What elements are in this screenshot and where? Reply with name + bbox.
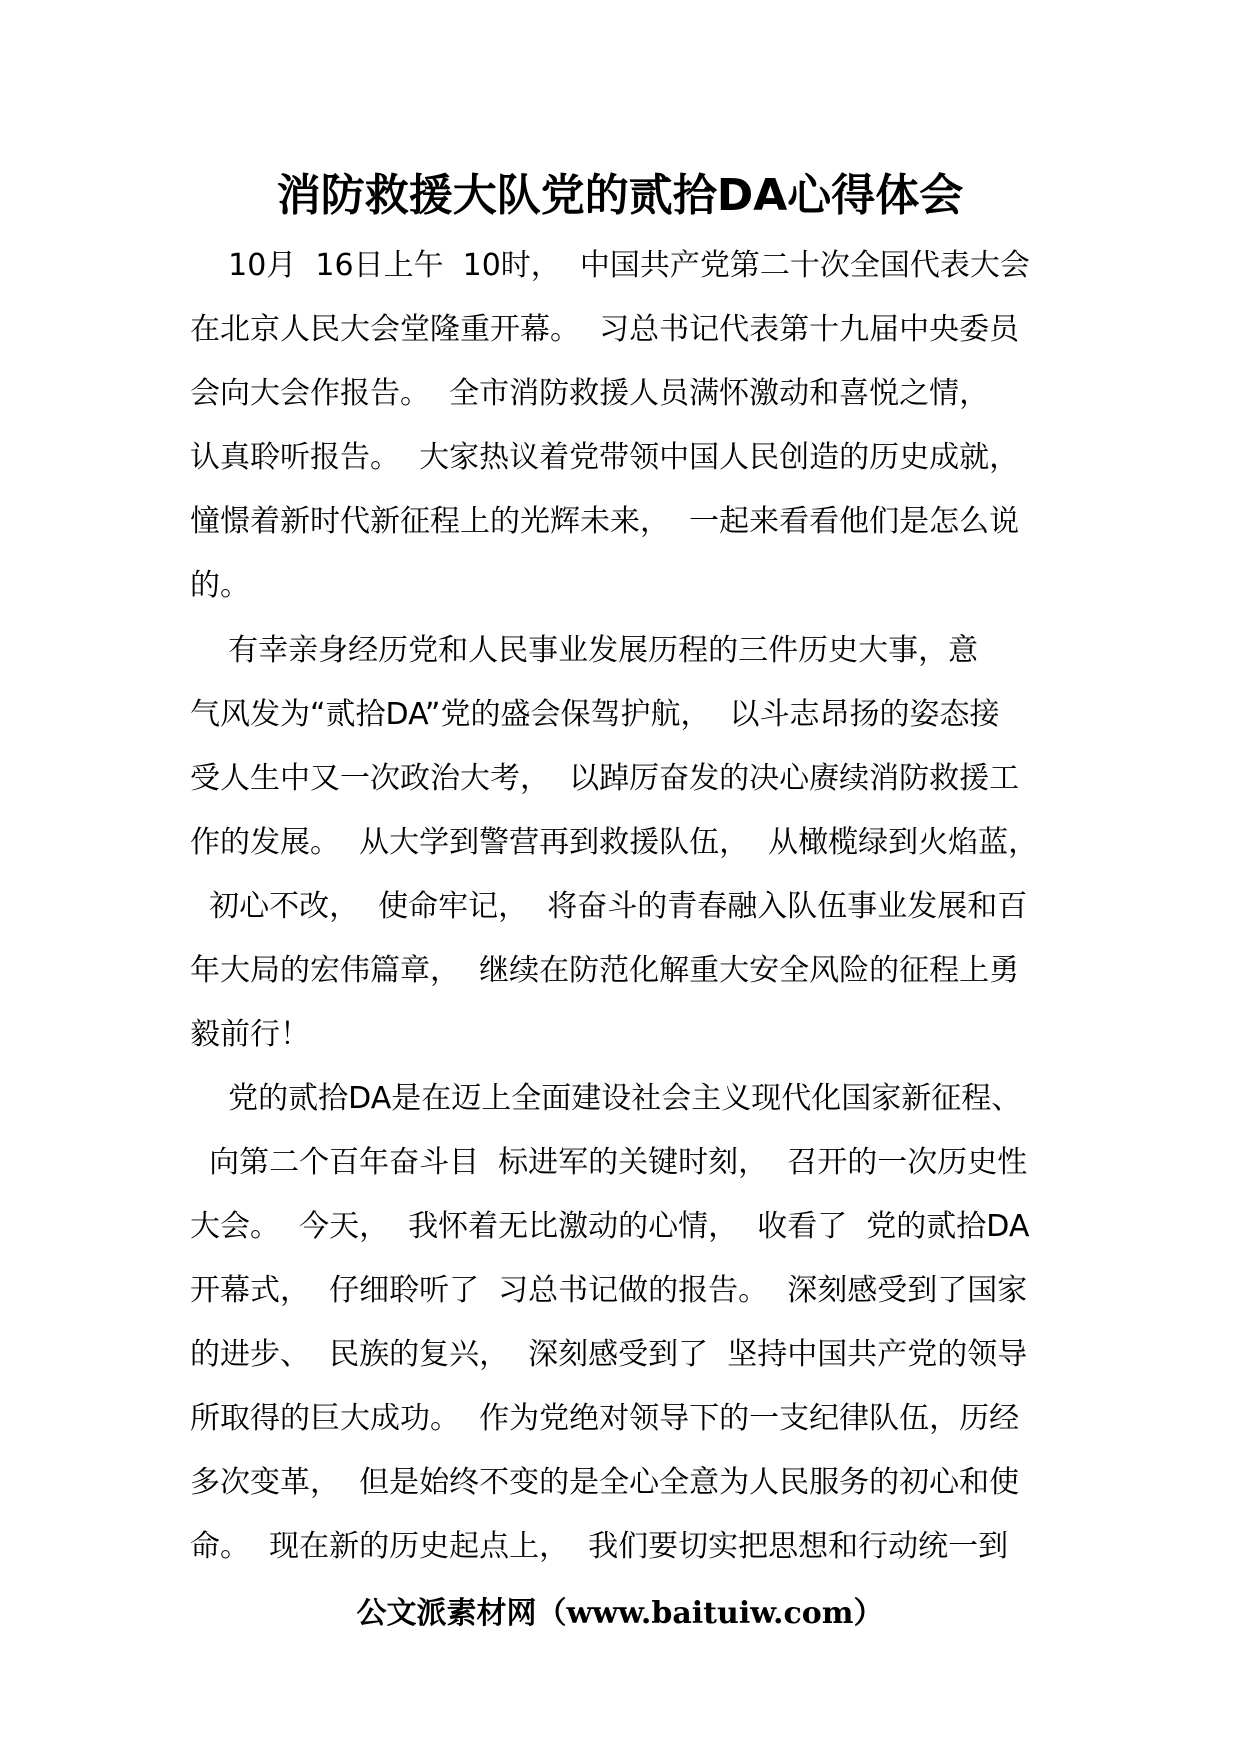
body-line: 作的发展。 从大学到警营再到救援队伍， 从橄榄绿到火焰蓝， <box>190 825 1039 860</box>
body-line: 有幸亲身经历党和人民事业发展历程的三件历史大事，意 <box>190 633 979 668</box>
document-title: 消防救援大队党的贰拾DA心得体会 <box>276 170 964 221</box>
body-line: 的。 <box>190 568 250 603</box>
body-line: 受人生中又一次政治大考， 以踔厉奋发的决心赓续消防救援工 <box>190 761 1020 796</box>
body-line: 气风发为“贰拾DA”党的盛会保驾护航， 以斗志昂扬的姿态接 <box>190 697 1000 732</box>
body-line: 会向大会作报告。 全市消防救援人员满怀激动和喜悦之情， <box>190 376 990 411</box>
body-line: 初心不改， 使命牢记， 将奋斗的青春融入队伍事业发展和百 <box>190 889 1028 924</box>
body-line: 党的贰拾DA是在迈上全面建设社会主义现代化国家新征程、 <box>190 1081 1022 1116</box>
body-line: 毅前行！ <box>190 1017 310 1052</box>
footer-source: 公文派素材网（www.baituiw.com） <box>356 1596 884 1631</box>
body-line: 的进步、 民族的复兴， 深刻感受到了 坚持中国共产党的领导 <box>190 1337 1028 1372</box>
body-line: 憧憬着新时代新征程上的光辉未来， 一起来看看他们是怎么说 <box>190 504 1020 539</box>
body-line: 多次变革， 但是始终不变的是全心全意为人民服务的初心和使 <box>190 1465 1020 1500</box>
body-line: 10月 16日上午 10时， 中国共产党第二十次全国代表大会 <box>190 248 1030 283</box>
body-line: 认真聆听报告。 大家热议着党带领中国人民创造的历史成就， <box>190 440 1020 475</box>
body-line: 大会。 今天， 我怀着无比激动的心情， 收看了 党的贰拾DA <box>190 1209 1030 1244</box>
body-line: 年大局的宏伟篇章， 继续在防范化解重大安全风险的征程上勇 <box>190 953 1020 988</box>
body-line: 在北京人民大会堂隆重开幕。 习总书记代表第十九届中央委员 <box>190 312 1020 347</box>
body-line: 所取得的巨大成功。 作为党绝对领导下的一支纪律队伍，历经 <box>190 1401 1020 1436</box>
body-line: 向第二个百年奋斗目 标进军的关键时刻， 召开的一次历史性 <box>190 1145 1028 1180</box>
body-line: 开幕式， 仔细聆听了 习总书记做的报告。 深刻感受到了国家 <box>190 1273 1028 1308</box>
body-line: 命。 现在新的历史起点上， 我们要切实把思想和行动统一到 <box>190 1529 1009 1564</box>
